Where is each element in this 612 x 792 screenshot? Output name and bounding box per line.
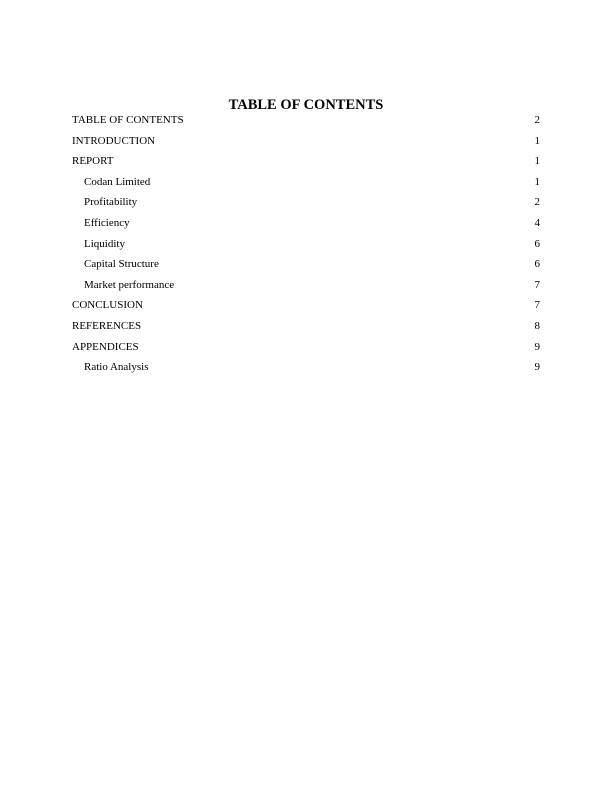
toc-entry-label: CONCLUSION <box>72 299 143 312</box>
toc-entry-capital-structure[interactable] <box>72 257 540 278</box>
toc-page-number: 8 <box>534 319 540 332</box>
toc-page-number: 4 <box>534 216 540 229</box>
toc-entry-label: Market performance <box>84 278 175 291</box>
toc-entry-label: Codan Limited <box>84 175 151 188</box>
toc-entry-label: Profitability <box>84 196 138 209</box>
toc-page-number: 1 <box>534 134 540 147</box>
toc-entry-label: Ratio Analysis <box>84 361 149 374</box>
toc-entry-label: TABLE OF CONTENTS <box>72 114 184 126</box>
toc-entry-profitability[interactable] <box>72 195 540 216</box>
toc-page-number: 2 <box>534 114 540 126</box>
toc-page-number: 1 <box>534 155 540 168</box>
toc-entry-introduction[interactable] <box>72 134 540 155</box>
toc-entry-efficiency[interactable] <box>72 216 540 237</box>
toc-page-number: 7 <box>534 299 540 312</box>
toc-entry-label: REFERENCES <box>72 319 142 332</box>
toc-page-number: 2 <box>534 196 540 209</box>
toc-entry-label: Liquidity <box>84 237 125 250</box>
toc-list <box>72 113 540 381</box>
toc-entry-label: Capital Structure <box>84 258 159 271</box>
toc-page-number: 7 <box>534 278 540 291</box>
toc-entry-ratio-analysis[interactable] <box>72 360 540 381</box>
toc-page-number: 6 <box>534 258 540 271</box>
toc-entry-liquidity[interactable] <box>72 237 540 258</box>
toc-entry-references[interactable] <box>72 319 540 340</box>
toc-page-number: 6 <box>534 237 540 250</box>
toc-entry-label: APPENDICES <box>72 340 139 353</box>
toc-entry-label: Efficiency <box>84 216 130 229</box>
toc-page-number: 9 <box>534 340 540 353</box>
toc-entry-market-performance[interactable] <box>72 278 540 299</box>
toc-entry-conclusion[interactable] <box>72 298 540 319</box>
toc-page-number: 1 <box>534 175 540 188</box>
toc-entry-report[interactable] <box>72 154 540 175</box>
toc-entry-label: INTRODUCTION <box>72 134 156 147</box>
toc-entry-codan-limited[interactable] <box>72 175 540 196</box>
toc-entry-table-of-contents[interactable] <box>72 113 540 134</box>
toc-page-number: 9 <box>534 361 540 374</box>
toc-entry-appendices[interactable] <box>72 340 540 361</box>
toc-title: TABLE OF CONTENTS <box>228 97 384 113</box>
toc-entry-label: REPORT <box>72 155 114 168</box>
